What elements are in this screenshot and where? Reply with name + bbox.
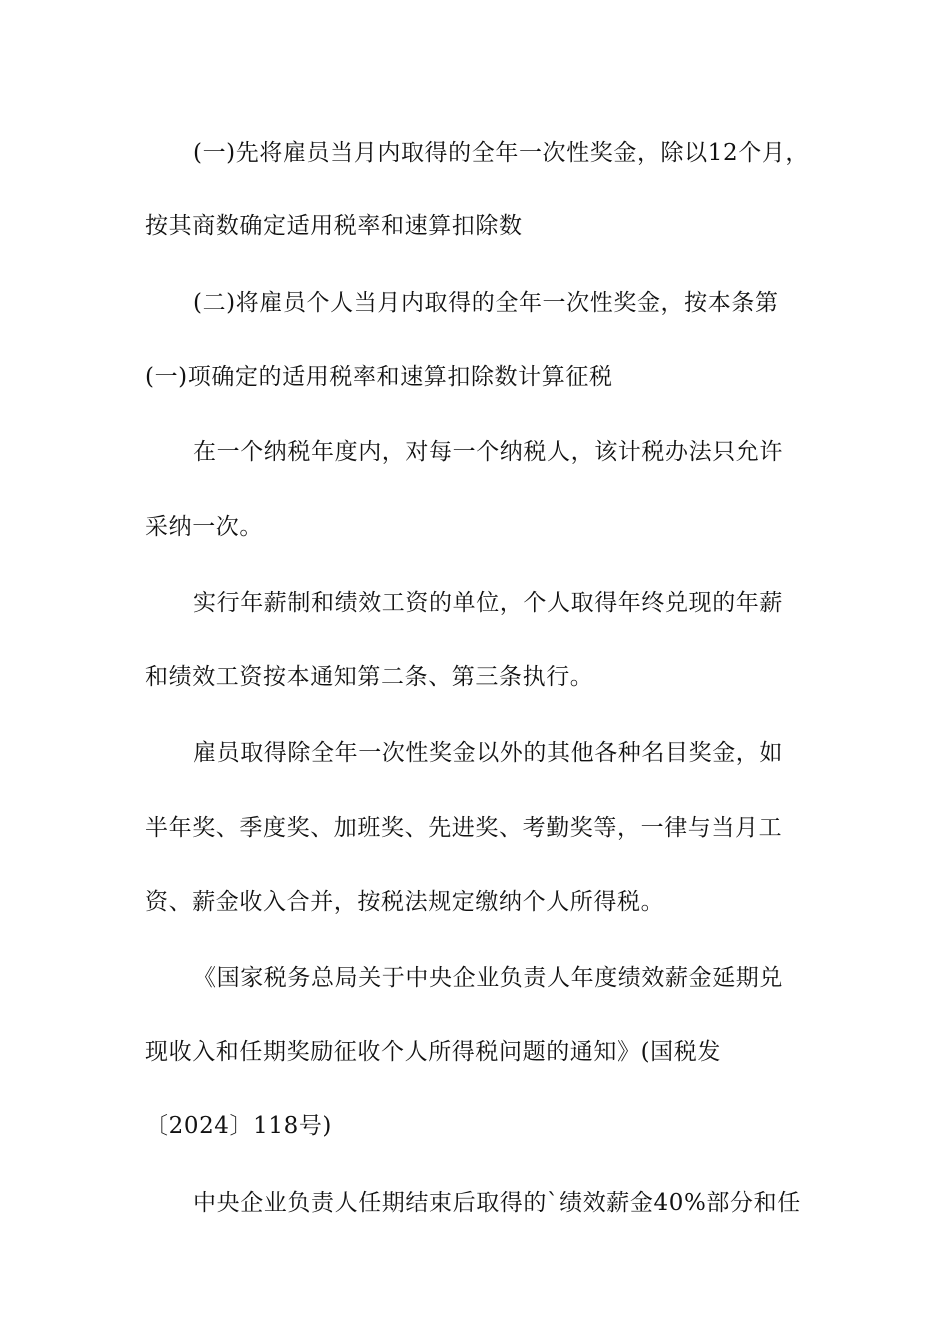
- text-line-5: 在一个纳税年度内，对每一个纳税人，该计税办法只允许: [193, 439, 783, 465]
- text-line-4: (一)项确定的适用税率和速算扣除数计算征税: [145, 364, 613, 390]
- text-line-10: 半年奖、季度奖、加班奖、先进奖、考勤奖等，一律与当月工: [145, 815, 783, 841]
- text-line-2: 按其商数确定适用税率和速算扣除数: [145, 213, 523, 239]
- text-line-8: 和绩效工资按本通知第二条、第三条执行。: [145, 664, 594, 690]
- text-line-9: 雇员取得除全年一次性奖金以外的其他各种名目奖金，如: [193, 740, 783, 766]
- text-line-1: (一)先将雇员当月内取得的全年一次性奖金，除以12个月，: [193, 140, 810, 166]
- text-line-14: 〔2024〕118号): [145, 1113, 333, 1139]
- text-line-15: 中央企业负责人任期结束后取得的`绩效薪金40%部分和任: [193, 1190, 801, 1216]
- text-line-6: 采纳一次。: [145, 514, 263, 540]
- text-line-11: 资、薪金收入合并，按税法规定缴纳个人所得税。: [145, 889, 665, 915]
- text-line-13: 现收入和任期奖励征收个人所得税问题的通知》(国税发: [145, 1039, 721, 1065]
- text-line-12: 《国家税务总局关于中央企业负责人年度绩效薪金延期兑: [193, 965, 783, 991]
- text-line-3: (二)将雇员个人当月内取得的全年一次性奖金，按本条第: [193, 290, 779, 316]
- text-line-7: 实行年薪制和绩效工资的单位，个人取得年终兑现的年薪: [193, 590, 783, 616]
